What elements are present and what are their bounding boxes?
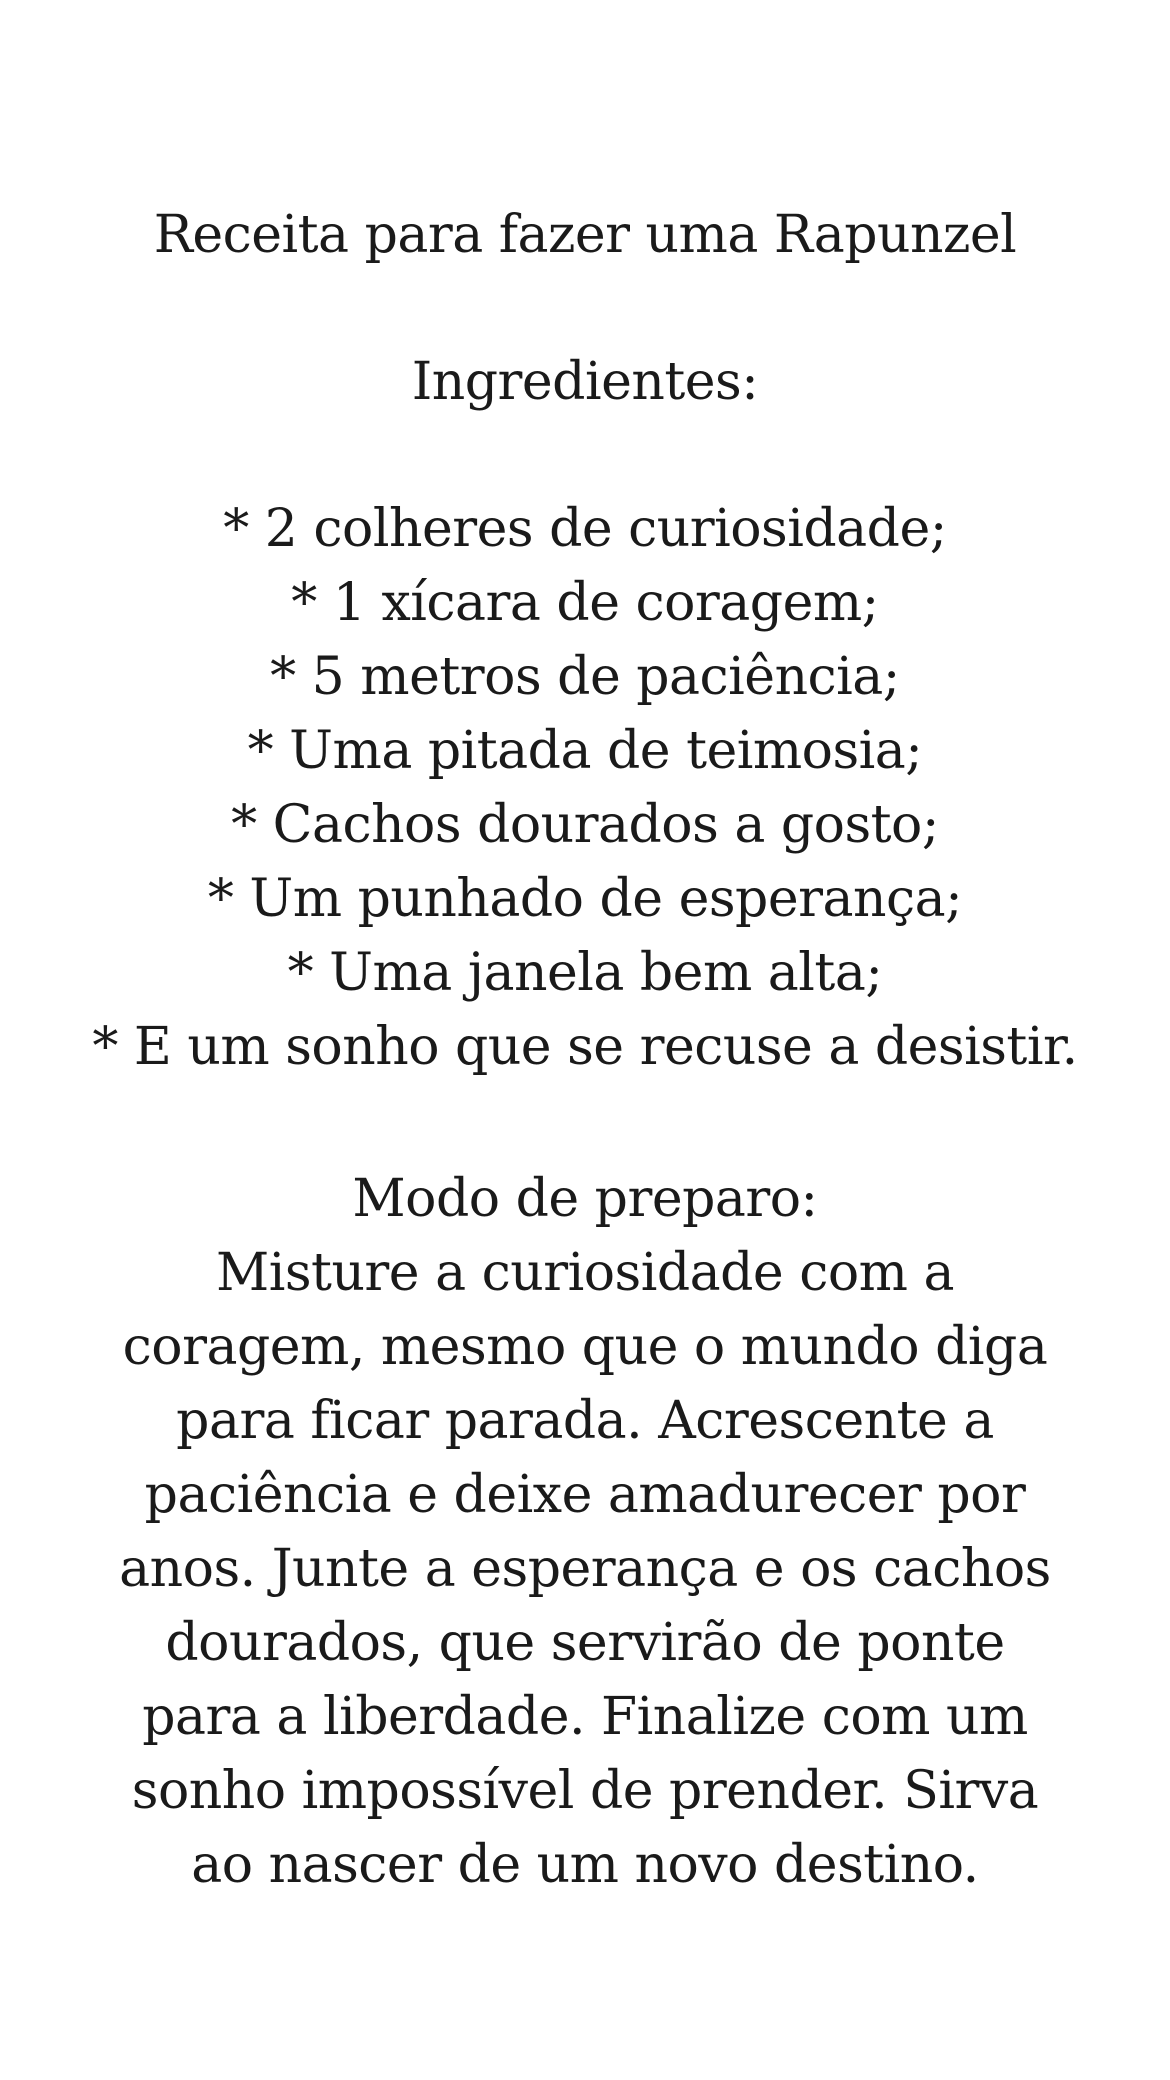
ingredient-item: * Uma pitada de teimosia; [247, 721, 923, 781]
method-text-line: para ficar parada. Acrescente a [176, 1391, 994, 1451]
method-text-line: sonho impossível de prender. Sirva [131, 1761, 1039, 1821]
method-text-line: para a liberdade. Finalize com um [142, 1687, 1028, 1747]
method-text-line: dourados, que servirão de ponte [165, 1613, 1005, 1673]
ingredient-item: * 5 metros de paciência; [270, 647, 900, 707]
ingredient-item: * Um punhado de esperança; [207, 869, 963, 929]
method-text-line: Misture a curiosidade com a [215, 1243, 954, 1303]
method-text-line: paciência e deixe amadurecer por [144, 1465, 1026, 1525]
page-title: Receita para fazer uma Rapunzel [153, 205, 1017, 265]
method-text-line: coragem, mesmo que o mundo diga [122, 1317, 1048, 1377]
ingredient-item: * E um sonho que se recuse a desistir. [92, 1017, 1078, 1077]
method-text-line: ao nascer de um novo destino. [191, 1835, 979, 1895]
method-heading: Modo de preparo: [352, 1169, 818, 1229]
method-text-line: anos. Junte a esperança e os cachos [119, 1539, 1051, 1599]
ingredient-item: * 2 colheres de curiosidade; [223, 499, 947, 559]
ingredients-heading: Ingredientes: [411, 352, 759, 412]
ingredient-item: * 1 xícara de coragem; [291, 573, 879, 633]
ingredient-item: * Cachos dourados a gosto; [231, 795, 939, 855]
ingredient-item: * Uma janela bem alta; [287, 943, 883, 1003]
